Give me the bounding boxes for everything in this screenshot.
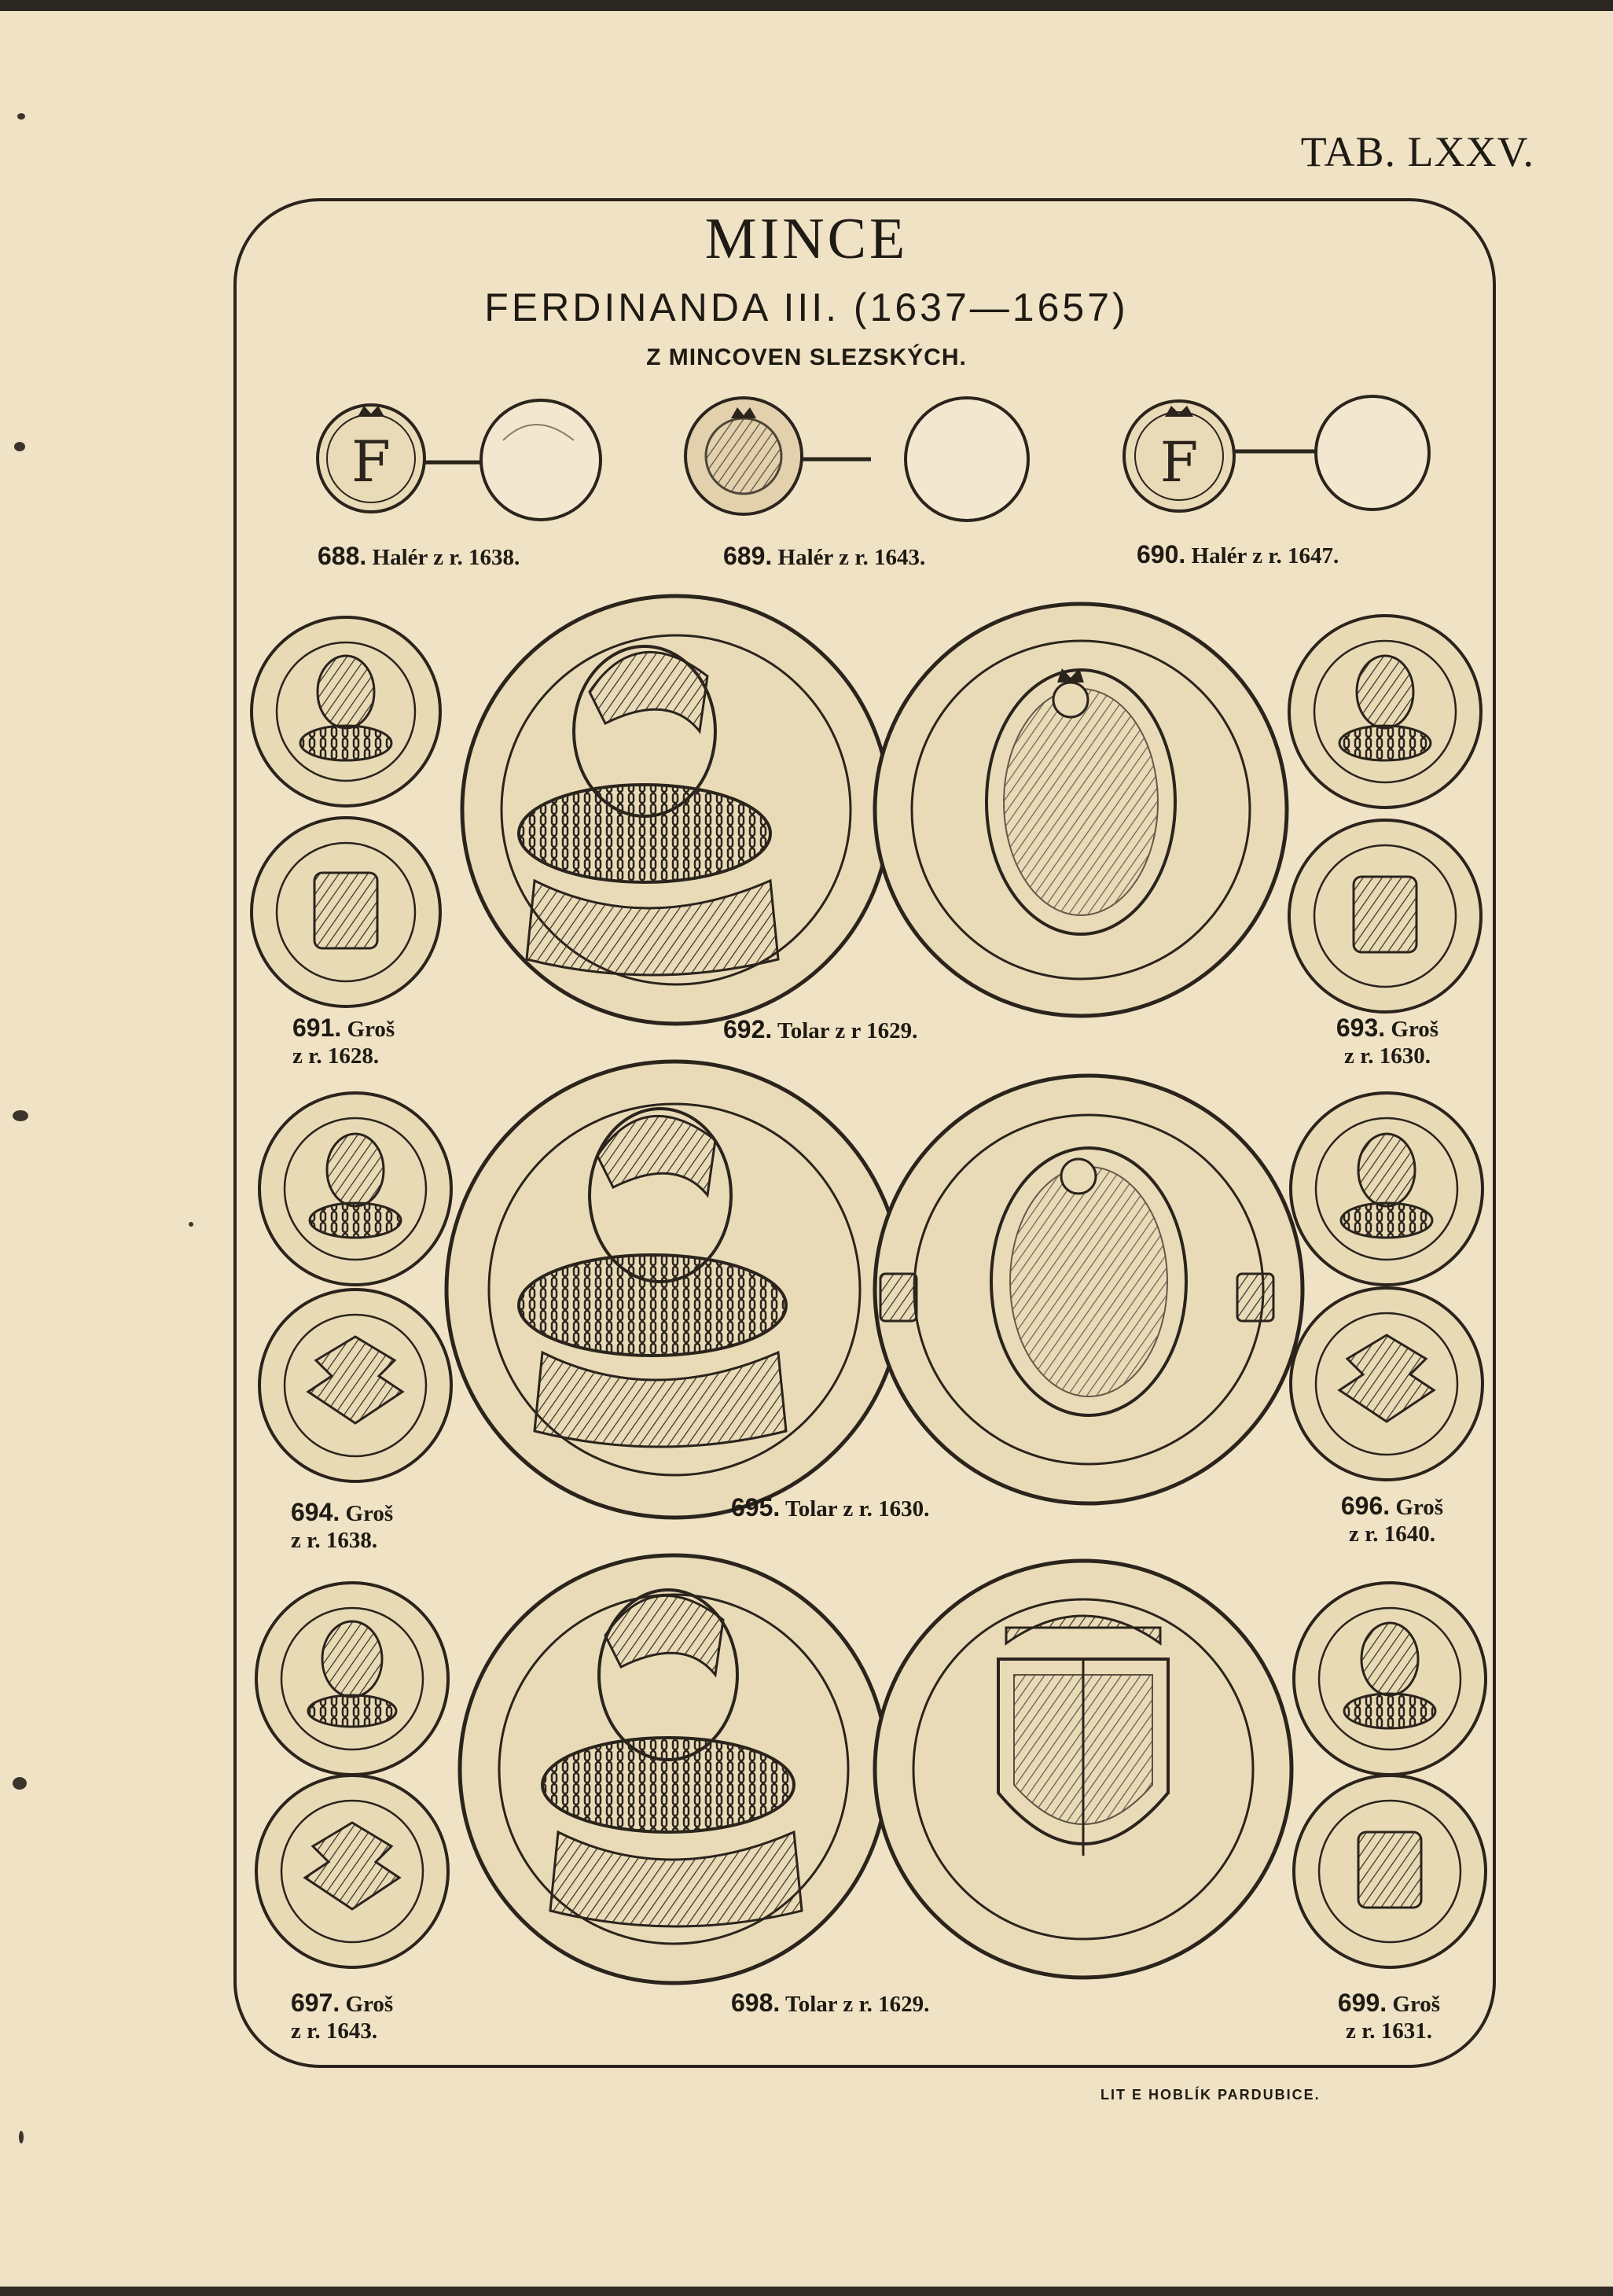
coin-689-obverse-image — [685, 398, 802, 514]
coin-year: z r. 1640. — [1348, 1521, 1436, 1547]
caption-697 — [291, 1989, 393, 2044]
coin-693-obverse-image — [1289, 616, 1481, 808]
coin-698-obverse-image — [460, 1555, 887, 1983]
coin-number: 696. — [1340, 1492, 1391, 1520]
coin-year: z r. 1643. — [291, 2018, 378, 2044]
coin-number: 691. — [292, 1014, 342, 1042]
coin-desc: Halér z r. 1647. — [1191, 543, 1339, 568]
coin-696-reverse-image — [1291, 1288, 1483, 1480]
coin-694-obverse-image — [259, 1093, 451, 1285]
coin-692-obverse-image — [462, 596, 890, 1024]
coin-691-obverse-image — [252, 617, 440, 806]
page-subtitle: FERDINANDA III. (1637—1657) — [484, 285, 1129, 329]
caption-688 — [318, 543, 520, 571]
caption-698 — [731, 1989, 929, 2018]
caption-695 — [731, 1494, 929, 1522]
mint-line: Z MINCOVEN SLEZSKÝCH. — [646, 344, 967, 370]
coin-699-obverse-image — [1294, 1583, 1486, 1775]
coin-693-reverse-image — [1289, 820, 1481, 1012]
coin-year: z r. 1630. — [1343, 1043, 1431, 1069]
coin-desc: Tolar z r 1629. — [777, 1018, 918, 1043]
svg-text:F: F — [351, 429, 391, 495]
coin-desc: Groš — [1392, 1992, 1441, 2017]
caption-689 — [723, 543, 925, 571]
caption-693 — [1305, 1014, 1470, 1069]
coin-691-reverse-image — [252, 818, 440, 1006]
coin-desc: Halér z r. 1638. — [372, 545, 520, 570]
plate-number: TAB. LXXV. — [1300, 128, 1534, 175]
coin-year: z r. 1631. — [1345, 2018, 1433, 2044]
coin-number: 698. — [731, 1989, 781, 2017]
coin-699-reverse-image — [1294, 1775, 1486, 1967]
coin-desc: Groš — [345, 1501, 394, 1526]
coin-692-reverse-image — [875, 604, 1287, 1016]
coin-number: 689. — [723, 542, 773, 570]
coin-688-reverse-image — [481, 400, 601, 520]
printer-imprint: LIT E HOBLÍK PARDUBICE. — [1100, 2087, 1321, 2103]
coin-number: 695. — [731, 1493, 781, 1521]
coin-number: 697. — [291, 1989, 340, 2017]
coin-desc: Tolar z r. 1630. — [785, 1496, 930, 1521]
coin-690-reverse-image — [1316, 396, 1429, 510]
caption-696 — [1310, 1492, 1475, 1547]
coin-desc: Halér z r. 1643. — [777, 545, 926, 570]
coin-year: z r. 1638. — [291, 1528, 378, 1553]
coin-698-reverse-image — [875, 1561, 1292, 1978]
coin-695-reverse-image — [875, 1076, 1303, 1503]
caption-692 — [723, 1016, 917, 1044]
coin-697-reverse-image — [256, 1775, 448, 1967]
coin-year: z r. 1628. — [292, 1043, 380, 1069]
coin-690-obverse-image — [1124, 401, 1234, 511]
coin-desc: Groš — [1391, 1017, 1439, 1042]
coin-number: 690. — [1137, 540, 1186, 568]
coin-688-obverse-image — [318, 405, 424, 512]
coin-desc: Groš — [1395, 1495, 1444, 1520]
coin-689-reverse-image — [906, 398, 1028, 521]
caption-691 — [292, 1014, 395, 1069]
svg-text:F: F — [1159, 430, 1199, 495]
caption-690 — [1137, 541, 1339, 569]
coin-number: 699. — [1337, 1989, 1387, 2017]
coin-695-obverse-image — [446, 1062, 902, 1518]
coin-697-obverse-image — [256, 1583, 448, 1775]
caption-699 — [1306, 1989, 1472, 2044]
coin-number: 692. — [723, 1015, 773, 1043]
coin-number: 693. — [1336, 1014, 1386, 1042]
coin-desc: Groš — [347, 1017, 395, 1042]
caption-694 — [291, 1499, 393, 1554]
coin-694-reverse-image — [259, 1290, 451, 1481]
coin-number: 688. — [318, 542, 367, 570]
page-title: MINCE — [704, 207, 909, 271]
coin-number: 694. — [291, 1498, 340, 1526]
coin-desc: Tolar z r. 1629. — [785, 1992, 930, 2017]
coin-desc: Groš — [345, 1992, 394, 2017]
coin-696-obverse-image — [1291, 1093, 1483, 1285]
